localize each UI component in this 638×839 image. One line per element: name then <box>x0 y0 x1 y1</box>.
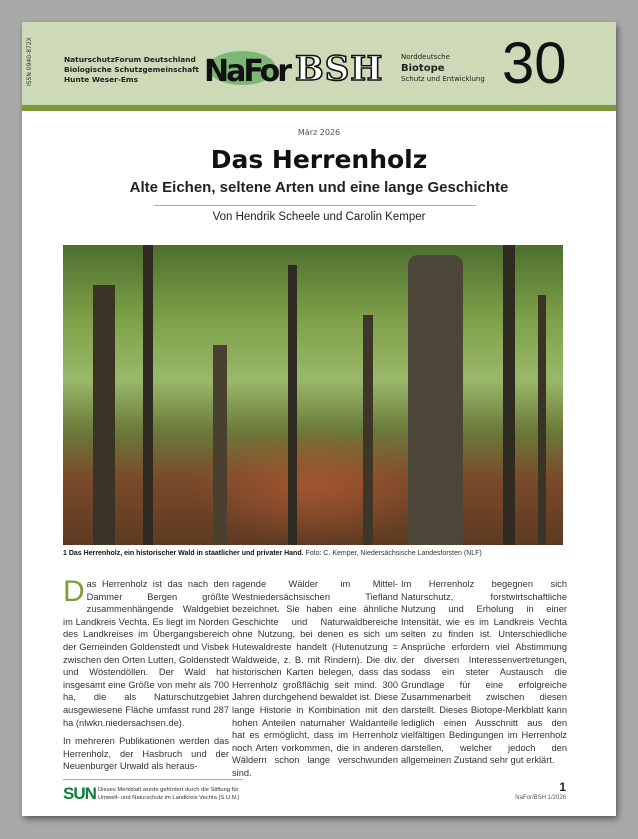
series-line: Schutz und Entwicklung <box>401 75 485 83</box>
divider <box>154 205 476 206</box>
drop-cap: D <box>63 575 85 608</box>
funding-line: Umwelt- und Naturschutz im Landkreis Vechta (S.U.N.) <box>98 795 240 801</box>
paragraph: In mehreren Publikationen werden das Herrenholz, der Hasbruch und der Neuenburger Urwald als heraus- <box>63 736 229 772</box>
funding-line: Dieses Merkblatt wurde gefördert durch die Stiftung für <box>98 787 239 793</box>
svg-text:NaFor: NaFor <box>204 54 290 89</box>
forest-photo <box>63 245 563 545</box>
funding-note <box>98 786 239 802</box>
series-name: Biotope <box>401 63 445 74</box>
paragraph: ragende Wälder im Mittel-Westniedersächsischen Tiefland bezeichnet. Sie haben eine ähnliche Geschichte und Naturwaldbereiche ohne Nutzung, bei denen es sich um Hutewaldreste handelt (Hutenutzung = Waldweide, z. B. mit Rindern). Die div. historischen Karten belegen, dass das Herrenholz großflächig seit mind. 300 Jahren durchgehend bewaldet ist. Diese lange Historie in Kombination mit den hohen Anteilen naturnaher Waldanteile hat es ermöglicht, dass im Herrenholz noch Arten vorkommen, die in anderen Wäldern schon lange verschwunden sind. <box>232 579 398 778</box>
page-title: Das Herrenholz <box>210 145 428 174</box>
issue-reference: NaFor/BSH 1/2026 <box>515 795 566 801</box>
paragraph-text: as Herrenholz ist das nach den Dammer Bergen größte zusammenhängende Waldgebiet im Landkreis Vechta. Es liegt im Norden des Landkreises im Übergangsbereich der Gemeinden Goldenstedt und Visbek zwischen den Orten Lutten, Goldenstedt und Wöstendöllen. Der Wald hat insgesamt eine Größe von mehr als 700 ha, die als Naturschutzgebiet ausgewiesene Fläche umfasst rund 287 ha (nlwkn.niedersachsen.de). <box>63 579 229 728</box>
column-1 <box>63 575 229 779</box>
figure-number: 1 <box>63 550 67 557</box>
issue-number: 30 <box>502 31 567 96</box>
bsh-logo: BSH <box>295 49 384 89</box>
column-2 <box>232 578 398 786</box>
nafor-logo <box>202 50 290 89</box>
photo-credit: Foto: C. Kemper, Niedersächsische Landesforsten (NLF) <box>305 550 482 557</box>
caption-text: Das Herrenholz, ein historischer Wald in staatlicher und privater Hand. <box>68 550 304 557</box>
date: März 2026 <box>297 128 341 137</box>
series-line: Norddeutsche <box>401 53 450 61</box>
subtitle: Alte Eichen, seltene Arten und eine lange Geschichte <box>129 179 509 196</box>
paragraph <box>63 575 229 729</box>
series-title <box>401 52 485 85</box>
page-number: 1 <box>559 780 566 794</box>
header-stripe <box>22 105 616 111</box>
issn: ISSN 0940-872X <box>26 37 33 86</box>
publisher-names <box>64 55 199 85</box>
paragraph: Im Herrenholz begegnen sich Naturschutz, forstwirtschaftliche Nutzung und Erholung in einer Intensität, wie es im Landkreis Vechta selten zu finden ist. Unterschiedliche Ansprüche erfordern viel Abstimmung der diversen Interessenvertretungen, sodass ein steter Austausch die Grundlage für eine erfolgreiche Zusammenarbeit zwischen diesen darstellt. Dieses Biotope-Merkblatt kann lediglich einen Ausschnitt aus den vielfältigen Bedingungen im Herrenholz darstellen, welcher jedoch den allgemeinen Zustand sehr gut erklärt. <box>401 579 567 766</box>
org-line: NaturschutzForum Deutschland <box>64 55 196 64</box>
column-3 <box>401 578 567 773</box>
header-band <box>22 22 616 105</box>
figure-caption <box>63 550 482 557</box>
sun-logo: SUN <box>63 784 96 803</box>
org-line: Biologische Schutzgemeinschaft <box>64 65 199 74</box>
authors: Von Hendrik Scheele und Carolin Kemper <box>212 211 426 223</box>
page <box>22 22 616 816</box>
org-line: Hunte Weser-Ems <box>64 75 138 84</box>
footer-divider <box>63 779 243 780</box>
